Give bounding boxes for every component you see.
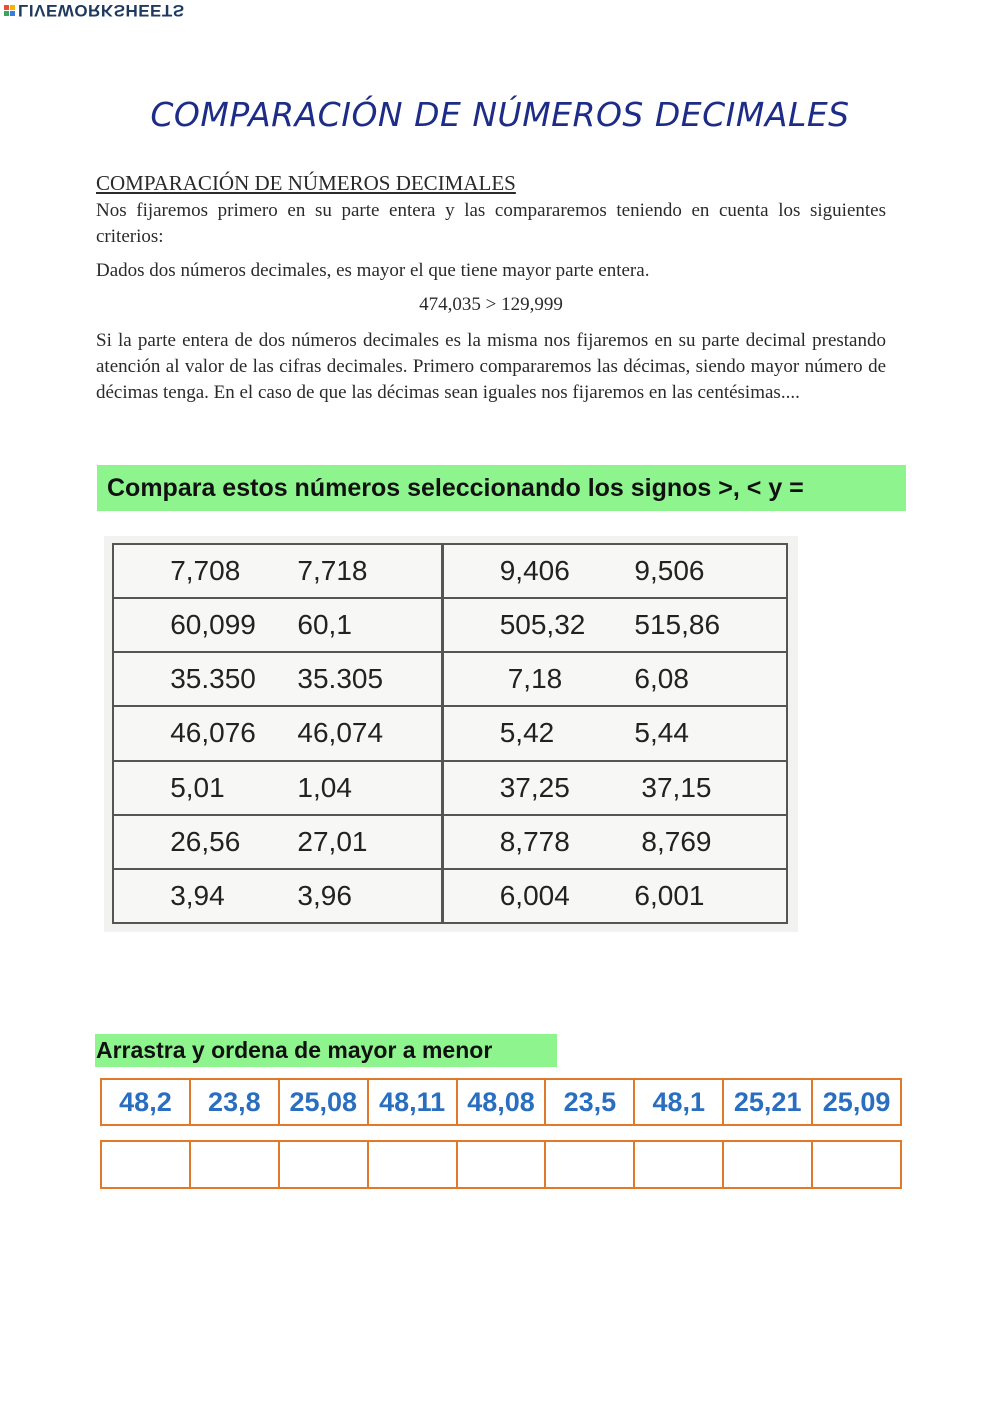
number-cell: 1,04 — [297, 761, 442, 815]
number-cell: 26,56 — [170, 815, 297, 869]
answer-slots-row — [100, 1140, 902, 1189]
number-cell: 35.350 — [170, 652, 297, 706]
number-cell: 8,769 — [634, 815, 787, 869]
order-instruction-text: Arrastra y ordena de mayor a menor — [96, 1037, 493, 1063]
number-cell: 9,506 — [634, 544, 787, 598]
answer-drop-slot[interactable] — [367, 1142, 456, 1187]
explanation-box — [96, 170, 886, 414]
answer-drop-slot[interactable] — [722, 1142, 811, 1187]
logo-squares-icon — [4, 5, 15, 16]
table-row — [113, 869, 787, 923]
table-row — [113, 652, 787, 706]
table-row — [113, 598, 787, 652]
number-cell: 5,42 — [500, 706, 635, 760]
draggable-number[interactable]: 25,09 — [811, 1080, 900, 1124]
draggable-number[interactable]: 48,11 — [367, 1080, 456, 1124]
answer-drop-slot[interactable] — [102, 1142, 189, 1187]
number-cell: 3,96 — [297, 869, 442, 923]
number-cell: 515,86 — [634, 598, 787, 652]
number-cell: 505,32 — [500, 598, 635, 652]
number-cell: 37,15 — [634, 761, 787, 815]
liveworksheets-logo — [4, 2, 185, 19]
number-cell: 5,01 — [170, 761, 297, 815]
explanation-paragraph-1: Nos fijaremos primero en su parte entera y las compararemos teniendo en cuenta los siguientes criterios: — [96, 200, 886, 247]
draggable-number[interactable]: 23,8 — [189, 1080, 278, 1124]
table-row — [113, 815, 787, 869]
answer-drop-slot[interactable] — [189, 1142, 278, 1187]
draggable-number[interactable]: 23,5 — [544, 1080, 633, 1124]
number-cell: 60,099 — [170, 598, 297, 652]
number-cell: 27,01 — [297, 815, 442, 869]
answer-drop-slot[interactable] — [456, 1142, 545, 1187]
explanation-paragraph-2: Dados dos números decimales, es mayor el que tiene mayor parte entera. — [96, 260, 650, 281]
number-cell: 37,25 — [500, 761, 635, 815]
draggable-number[interactable]: 25,21 — [722, 1080, 811, 1124]
explanation-heading: COMPARACIÓN DE NÚMEROS DECIMALES — [96, 171, 516, 195]
draggable-numbers-row — [100, 1078, 902, 1126]
number-cell: 3,94 — [170, 869, 297, 923]
comparison-table — [112, 543, 788, 924]
number-cell: 60,1 — [297, 598, 442, 652]
number-cell: 46,074 — [297, 706, 442, 760]
number-cell: 35.305 — [297, 652, 442, 706]
number-cell: 46,076 — [170, 706, 297, 760]
logo-square-yellow — [10, 5, 15, 10]
number-cell: 7,708 — [170, 544, 297, 598]
table-row — [113, 761, 787, 815]
explanation-example: 474,035 > 129,999 — [419, 294, 563, 315]
draggable-number[interactable]: 48,2 — [119, 1086, 172, 1117]
number-cell: 6,08 — [634, 652, 787, 706]
logo-text: LIVEWORKSHEETS — [18, 1, 185, 20]
compare-instruction-text: Compara estos números seleccionando los signos >, < y = — [107, 473, 804, 502]
number-cell: 7,18 — [500, 652, 635, 706]
number-cell: 9,406 — [500, 544, 635, 598]
logo-square-green — [4, 11, 9, 16]
compare-instruction-banner — [97, 465, 906, 511]
page-title: COMPARACIÓN DE NÚMEROS DECIMALES — [150, 95, 850, 134]
answer-drop-slot[interactable] — [633, 1142, 722, 1187]
draggable-number[interactable]: 25,08 — [278, 1080, 367, 1124]
number-cell: 6,004 — [500, 869, 635, 923]
logo-square-red — [4, 5, 9, 10]
answer-drop-slot[interactable] — [278, 1142, 367, 1187]
number-cell: 7,718 — [297, 544, 442, 598]
draggable-number[interactable]: 48,08 — [456, 1080, 545, 1124]
order-instruction-banner — [95, 1034, 557, 1067]
number-cell: 8,778 — [500, 815, 635, 869]
table-row — [113, 706, 787, 760]
number-cell: 6,001 — [634, 869, 787, 923]
answer-drop-slot[interactable] — [544, 1142, 633, 1187]
logo-square-blue — [10, 11, 15, 16]
table-row — [113, 544, 787, 598]
number-cell: 5,44 — [634, 706, 787, 760]
explanation-paragraph-3: Si la parte entera de dos números decimales es la misma nos fijaremos en su parte decimal prestando atención al valor de las cifras decimales. Primero compararemos las décimas, siendo mayor número de décimas tenga. En el caso de que las décimas sean iguales nos fijaremos en las centésimas.... — [96, 330, 886, 403]
comparison-table-image — [104, 536, 798, 932]
draggable-number[interactable]: 48,1 — [633, 1080, 722, 1124]
answer-drop-slot[interactable] — [811, 1142, 900, 1187]
